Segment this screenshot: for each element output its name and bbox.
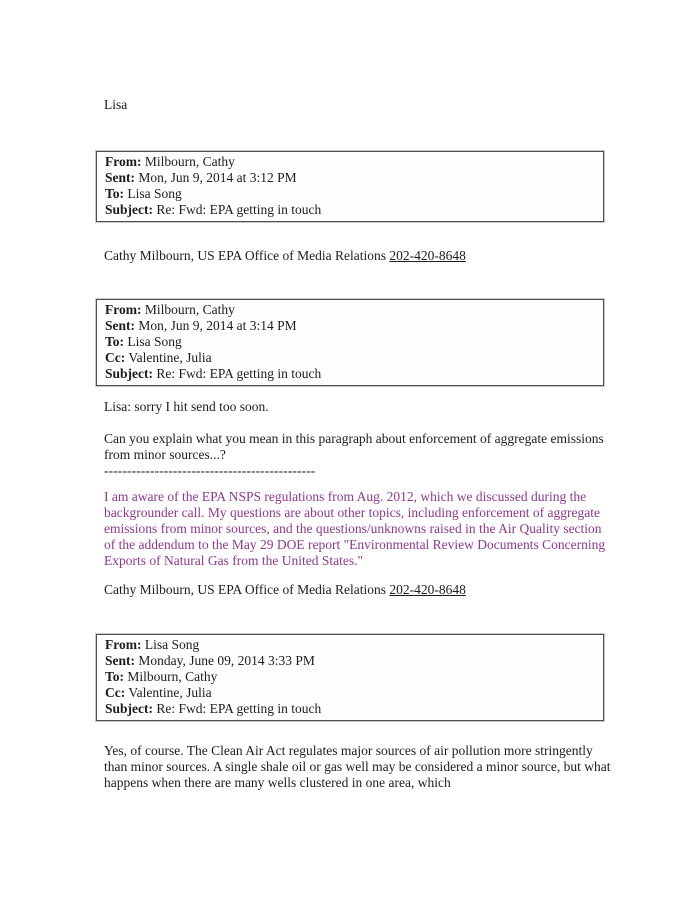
field-label-subject: Subject:: [105, 366, 153, 381]
field-label-to: To:: [105, 334, 125, 349]
header-field-to: [105, 186, 595, 202]
signature-text: Cathy Milbourn, US EPA Office of Media Relations: [104, 582, 386, 597]
field-value-cc: Valentine, Julia: [128, 350, 212, 365]
header-field-sent: [105, 170, 595, 186]
field-label-to: To:: [105, 669, 125, 684]
signature-line-1: [104, 248, 612, 264]
apology-paragraph: Lisa: sorry I hit send too soon.: [104, 399, 269, 414]
field-label-subject: Subject:: [105, 701, 153, 716]
field-value-from: Milbourn, Cathy: [144, 302, 235, 317]
field-value-subject: Re: Fwd: EPA getting in touch: [156, 202, 322, 217]
header-field-from: [105, 637, 595, 653]
email-header-box-3: [96, 634, 604, 721]
header-field-to: [105, 334, 595, 350]
header-field-to: [105, 669, 595, 685]
field-label-cc: Cc:: [105, 685, 126, 700]
field-label-from: From:: [105, 637, 142, 652]
header-field-subject: [105, 701, 595, 717]
field-value-sent: Mon, Jun 9, 2014 at 3:14 PM: [138, 318, 297, 333]
header-field-from: [105, 302, 595, 318]
field-value-from: Lisa Song: [144, 637, 200, 652]
phone-link[interactable]: 202-420-8648: [389, 582, 466, 597]
email-header-box-1: [96, 151, 604, 222]
field-label-to: To:: [105, 186, 125, 201]
header-field-sent: [105, 318, 595, 334]
field-value-sent: Monday, June 09, 2014 3:33 PM: [138, 653, 315, 668]
field-value-to: Milbourn, Cathy: [127, 669, 218, 684]
field-label-from: From:: [105, 154, 142, 169]
greeting-text: Lisa: [104, 97, 128, 112]
phone-link[interactable]: 202-420-8648: [389, 248, 466, 263]
header-field-cc: [105, 685, 595, 701]
field-value-sent: Mon, Jun 9, 2014 at 3:12 PM: [138, 170, 297, 185]
reply-paragraph: Yes, of course. The Clean Air Act regulates major sources of air pollution more stringently than minor sources. A single shale oil or gas well may be considered a minor source, but what happens when there are many wells clustered in one area, which: [104, 743, 611, 790]
header-field-subject: [105, 202, 595, 218]
header-field-from: [105, 154, 595, 170]
field-value-subject: Re: Fwd: EPA getting in touch: [156, 701, 322, 716]
field-label-from: From:: [105, 302, 142, 317]
header-field-sent: [105, 653, 595, 669]
header-field-cc: [105, 350, 595, 366]
field-value-to: Lisa Song: [127, 186, 182, 201]
field-value-cc: Valentine, Julia: [128, 685, 212, 700]
signature-line-2: [104, 582, 612, 598]
header-field-subject: [105, 366, 595, 382]
field-label-sent: Sent:: [105, 653, 135, 668]
field-value-subject: Re: Fwd: EPA getting in touch: [156, 366, 322, 381]
question-paragraph: Can you explain what you mean in this paragraph about enforcement of aggregate emissions from minor sources...?: [104, 431, 604, 462]
field-label-sent: Sent:: [105, 318, 135, 333]
field-label-subject: Subject:: [105, 202, 153, 217]
email-header-box-2: [96, 299, 604, 386]
field-label-cc: Cc:: [105, 350, 126, 365]
field-value-to: Lisa Song: [127, 334, 182, 349]
signature-text: Cathy Milbourn, US EPA Office of Media Relations: [104, 248, 386, 263]
field-value-from: Milbourn, Cathy: [144, 154, 235, 169]
field-label-sent: Sent:: [105, 170, 135, 185]
quoted-purple-paragraph: I am aware of the EPA NSPS regulations from Aug. 2012, which we discussed during the backgrounder call. My questions are about other topics, including enforcement of aggregate emissions from minor sources, and the questions/unknowns raised in the Air Quality section of the addendum to the May 29 DOE report "Environmental Review Documents Concerning Exports of Natural Gas from the United States.": [104, 489, 606, 568]
dashed-divider: ----------------------------------------------: [104, 463, 316, 478]
